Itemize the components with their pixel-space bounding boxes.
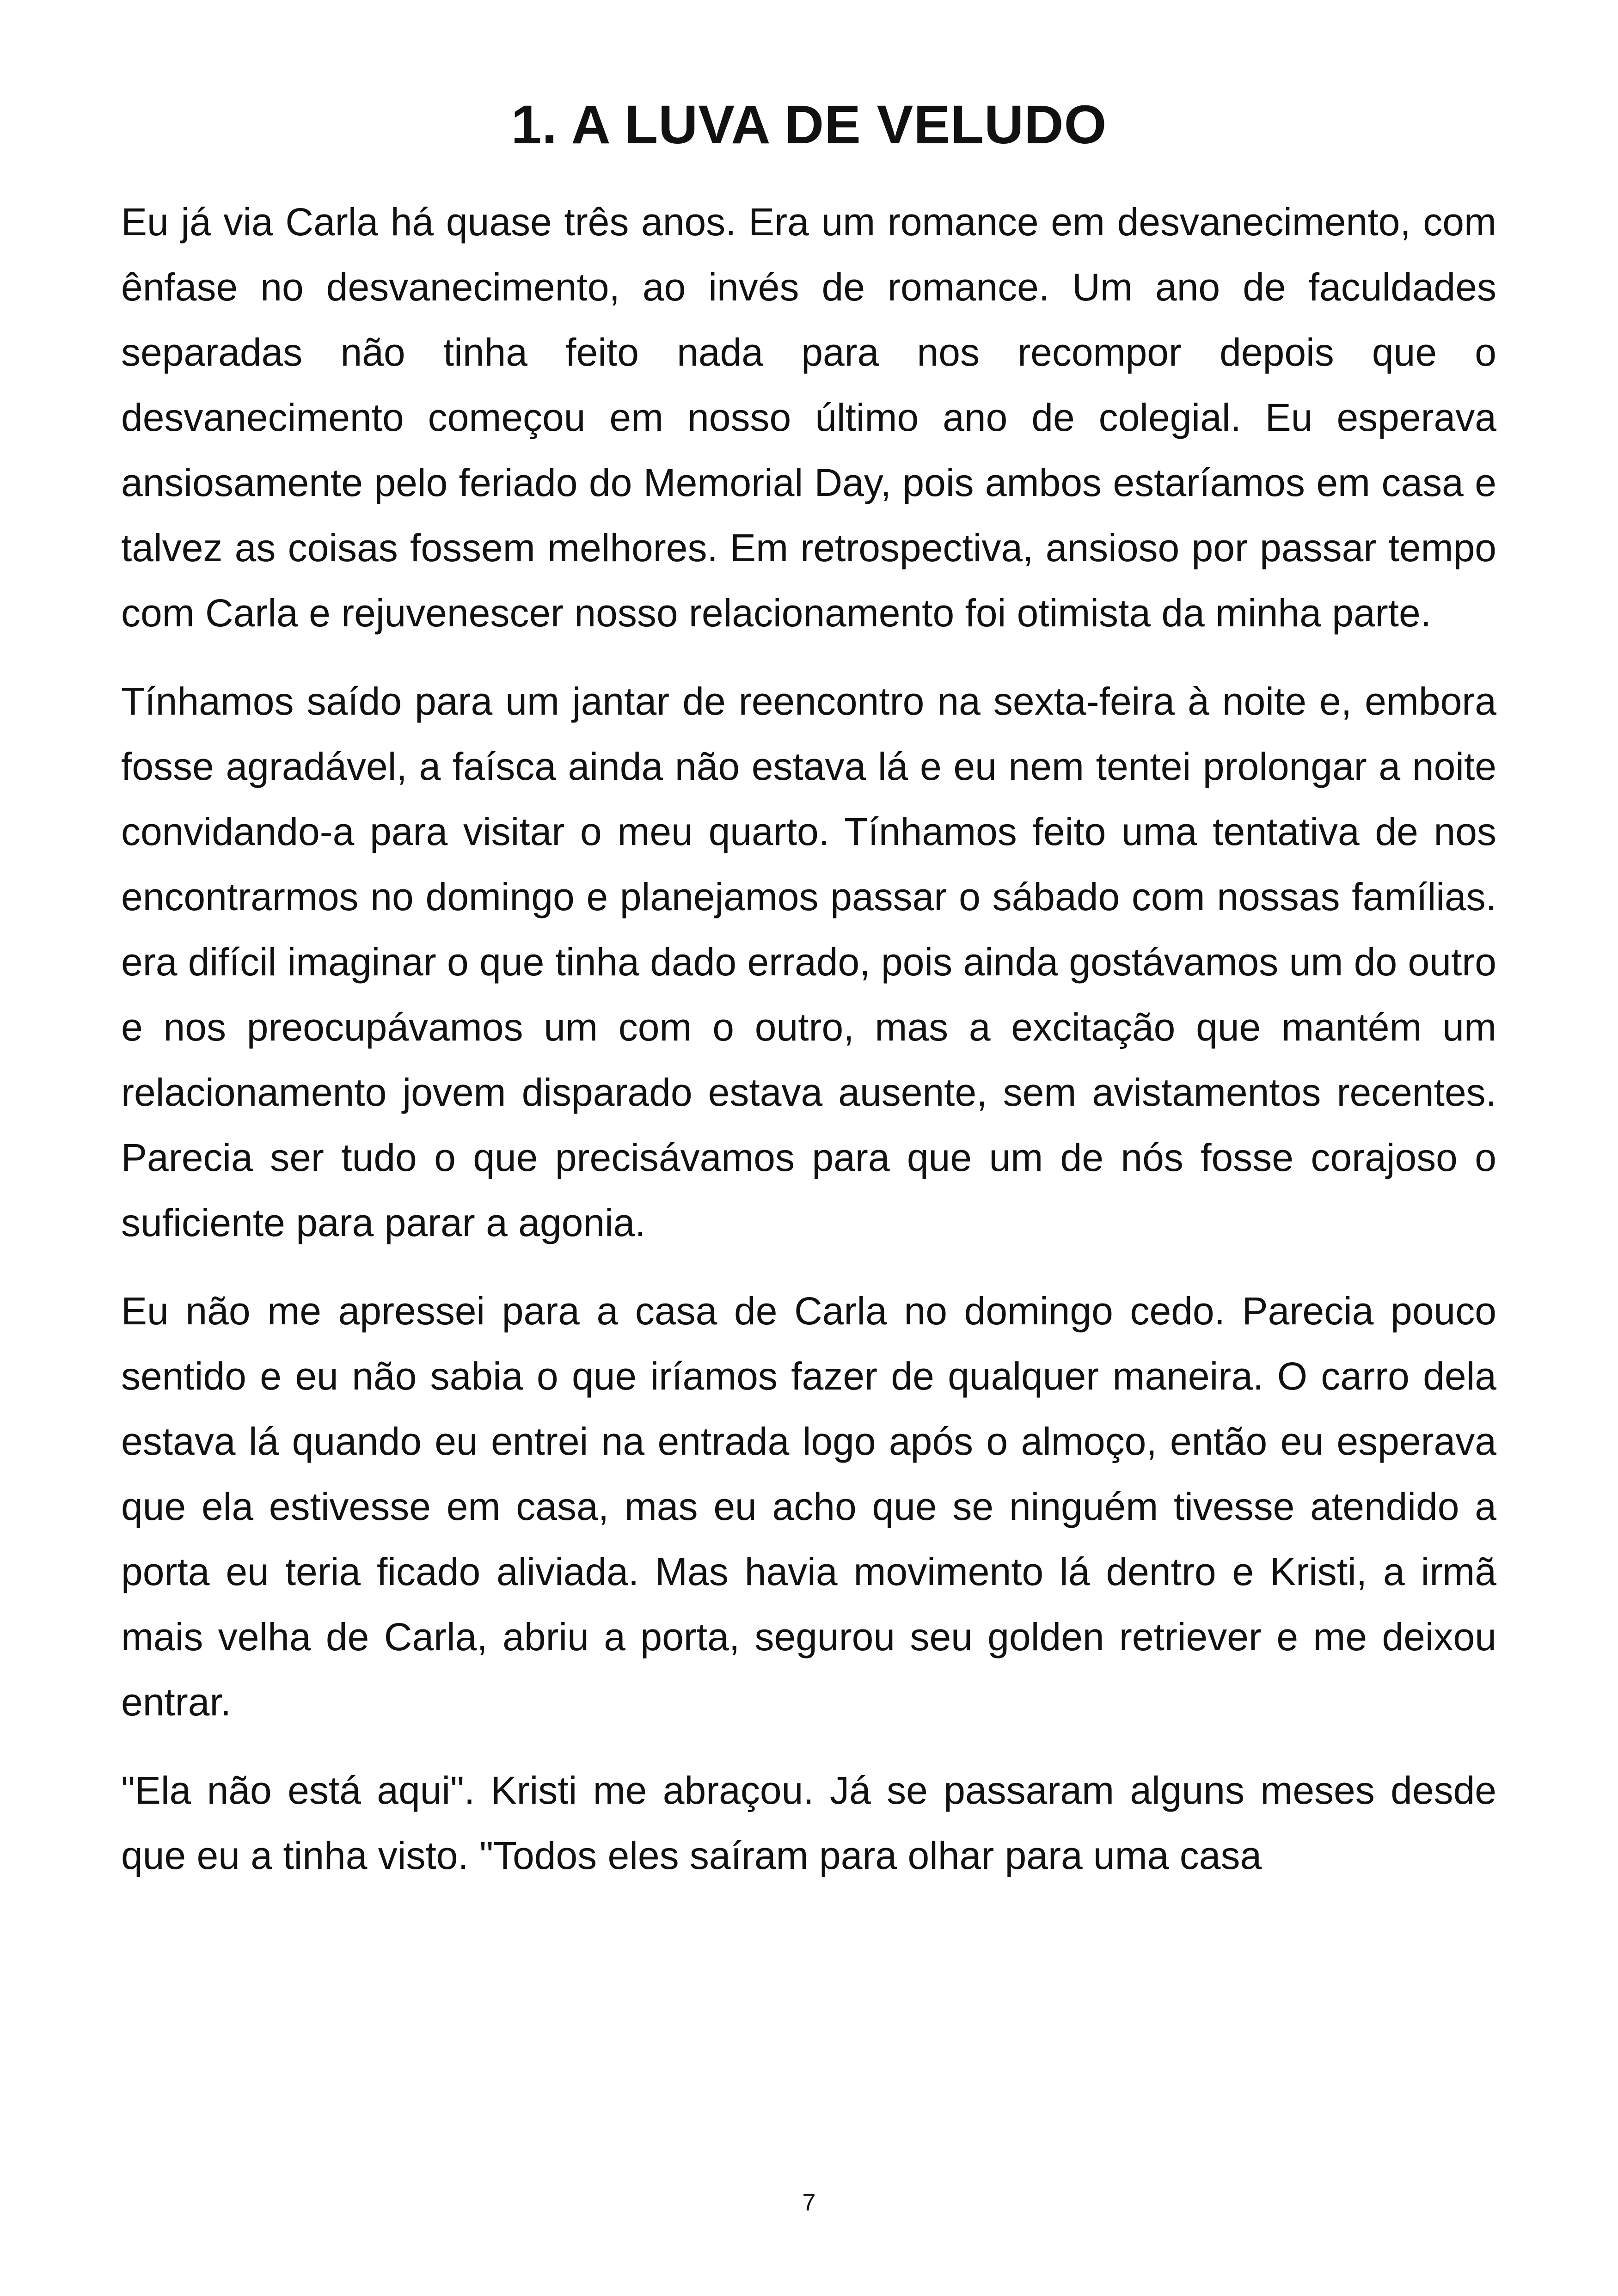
body-text [121, 190, 1496, 1911]
paragraph: Eu não me apressei para a casa de Carla no domingo cedo. Parecia pouco sentido e eu não sabia o que iríamos fazer de qualquer maneira. O carro dela estava lá quando eu entrei na entrada logo após o almoço, então eu esperava que ela estivesse em casa, mas eu acho que se ninguém tivesse atendido a porta eu teria ficado aliviada. Mas havia movimento lá dentro e Kristi, a irmã mais velha de Carla, abriu a porta, segurou seu golden retriever e me deixou entrar. [121, 1289, 1496, 1724]
paragraph: "Ela não está aqui". Kristi me abraçou. Já se passaram alguns meses desde que eu a tinha visto. "Todos eles saíram para olhar para uma casa [121, 1769, 1496, 1877]
paragraph: Tínhamos saído para um jantar de reencontro na sexta-feira à noite e, embora fosse agradável, a faísca ainda não estava lá e eu nem tentei prolongar a noite convidando-a para visitar o meu quarto. Tínhamos feito uma tentativa de nos encontrarmos no domingo e planejamos passar o sábado com nossas famílias. era difícil imaginar o que tinha dado errado, pois ainda gostávamos um do outro e nos preocupávamos um com o outro, mas a excitação que mantém um relacionamento jovem disparado estava ausente, sem avistamentos recentes. Parecia ser tudo o que precisávamos para que um de nós fosse corajoso o suficiente para parar a agonia. [121, 680, 1496, 1244]
page-number: 7 [802, 2189, 816, 2216]
chapter-title: 1. A LUVA DE VELUDO [511, 94, 1107, 155]
paragraph: Eu já via Carla há quase três anos. Era um romance em desvanecimento, com ênfase no desvanecimento, ao invés de romance. Um ano de faculdades separadas não tinha feito nada para nos recompor depois que o desvanecimento começou em nosso último ano de colegial. Eu esperava ansiosamente pelo feriado do Memorial Day, pois ambos estaríamos em casa e talvez as coisas fossem melhores. Em retrospectiva, ansioso por passar tempo com Carla e rejuvenescer nosso relacionamento foi otimista da minha parte. [121, 200, 1496, 635]
